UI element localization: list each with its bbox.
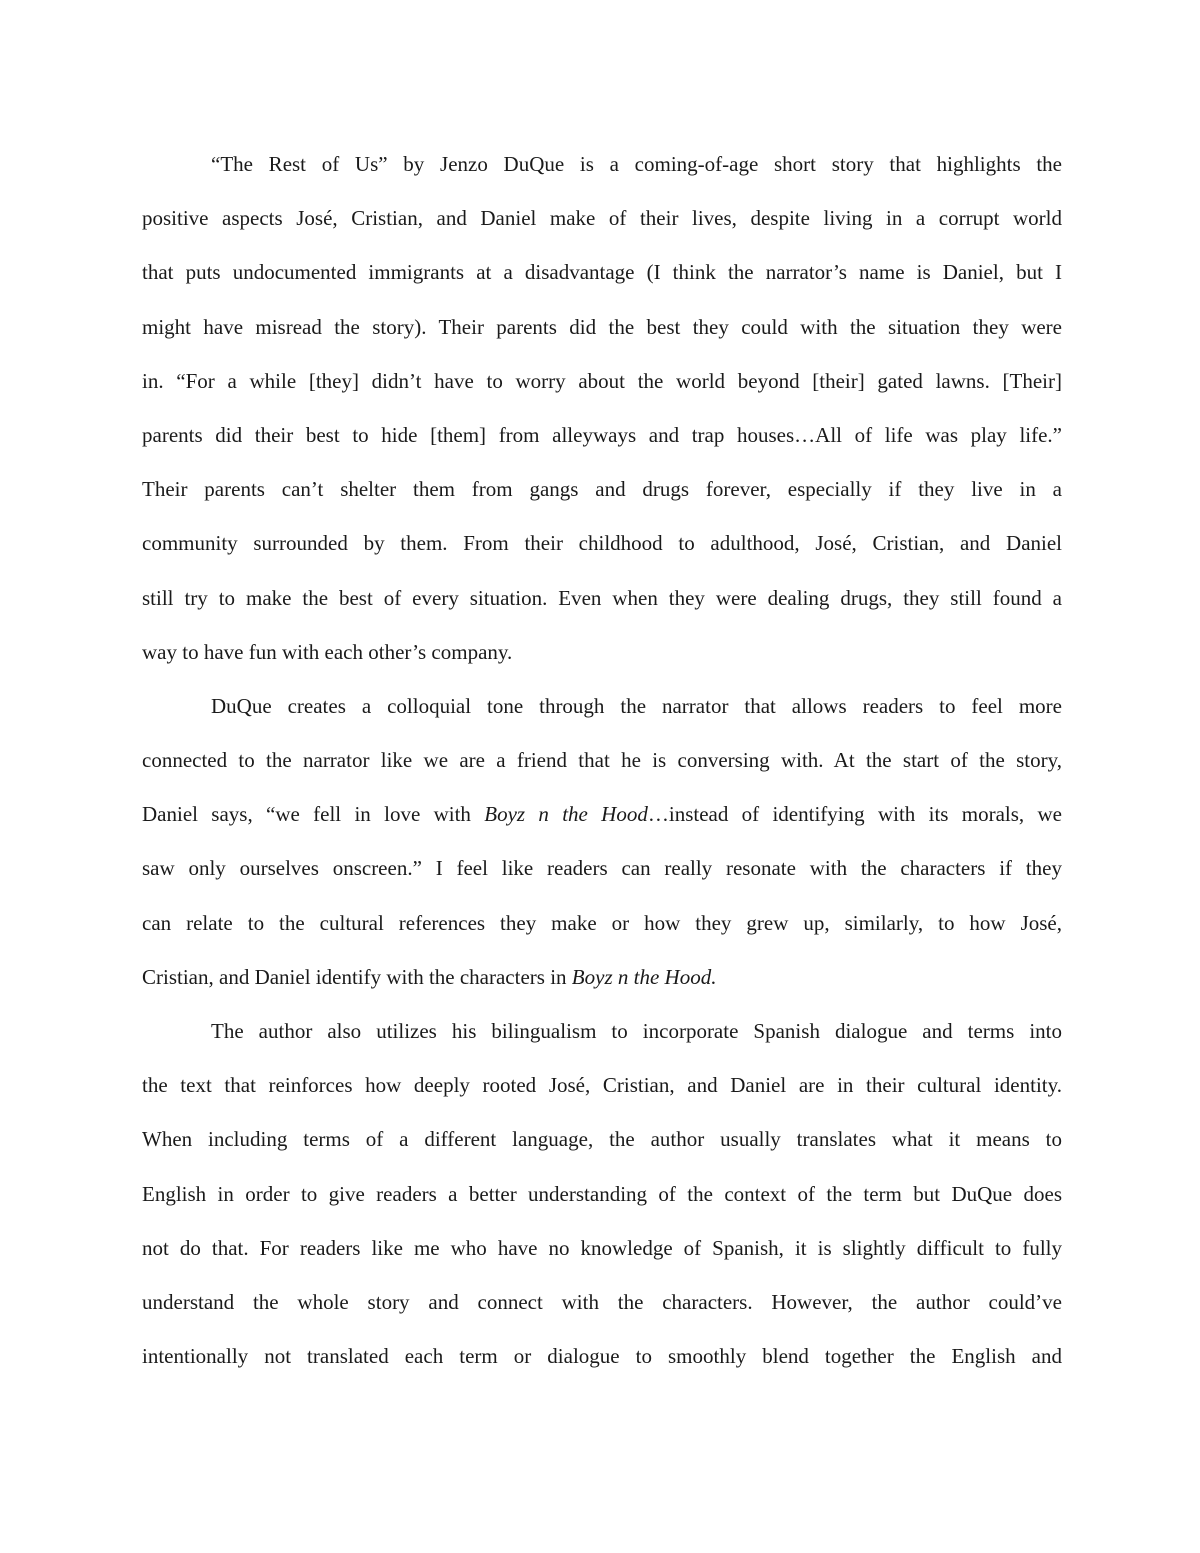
text-line: intentionally not translated each term or dialogue to smoothly blend together the English and [142,1344,1062,1369]
text-line: understand the whole story and connect with the characters. However, the author could’ve [142,1289,1062,1314]
text-line: Their parents can’t shelter them from gangs and drugs forever, especially if they live in a [142,477,1062,502]
film-title: Boyz n the Hood. [571,964,717,989]
text-line: connected to the narrator like we are a friend that he is conversing with. At the start of the story, [142,748,1062,773]
text-line: saw only ourselves onscreen.” I feel like readers can really resonate with the characters if they [142,856,1062,881]
text-line: “The Rest of Us” by Jenzo DuQue is a coming-of-age short story that highlights the [211,152,1062,176]
text-line: that puts undocumented immigrants at a disadvantage (I think the narrator’s name is Daniel, but I [142,260,1062,285]
text-line: positive aspects José, Cristian, and Daniel make of their lives, despite living in a corrupt world [142,206,1062,231]
text-line: way to have fun with each other’s company. [142,639,513,664]
text-line: DuQue creates a colloquial tone through the narrator that allows readers to feel more [211,693,1062,718]
text-line [142,950,1062,1004]
text-line: can relate to the cultural references they make or how they grew up, similarly, to how José, [142,910,1062,935]
text-fragment: Daniel says, “we fell in love with [142,802,485,827]
text-line: the text that reinforces how deeply rooted José, Cristian, and Daniel are in their cultural identity. [142,1073,1062,1098]
text-line: community surrounded by them. From their childhood to adulthood, José, Cristian, and Daniel [142,531,1062,556]
text-line [142,787,1062,841]
text-line: When including terms of a different language, the author usually translates what it means to [142,1127,1062,1152]
text-line: still try to make the best of every situation. Even when they were dealing drugs, they still found a [142,585,1062,610]
text-fragment: Cristian, and Daniel identify with the characters in [142,964,572,989]
text-line: The author also utilizes his bilingualism to incorporate Spanish dialogue and terms into [211,1019,1062,1043]
text-line: parents did their best to hide [them] from alleyways and trap houses…All of life was play life.” [142,422,1062,447]
text-fragment: …instead of identifying with its morals, we [647,802,1062,827]
text-line: English in order to give readers a better understanding of the context of the term but DuQue does [142,1181,1062,1206]
text-line: not do that. For readers like me who have no knowledge of Spanish, it is slightly difficult to fully [142,1235,1062,1260]
essay-body [142,137,1062,1383]
text-line: might have misread the story). Their parents did the best they could with the situation they were [142,314,1062,339]
film-title: Boyz n the Hood [484,802,648,827]
text-line: in. “For a while [they] didn’t have to worry about the world beyond [their] gated lawns. [Their] [142,368,1062,393]
